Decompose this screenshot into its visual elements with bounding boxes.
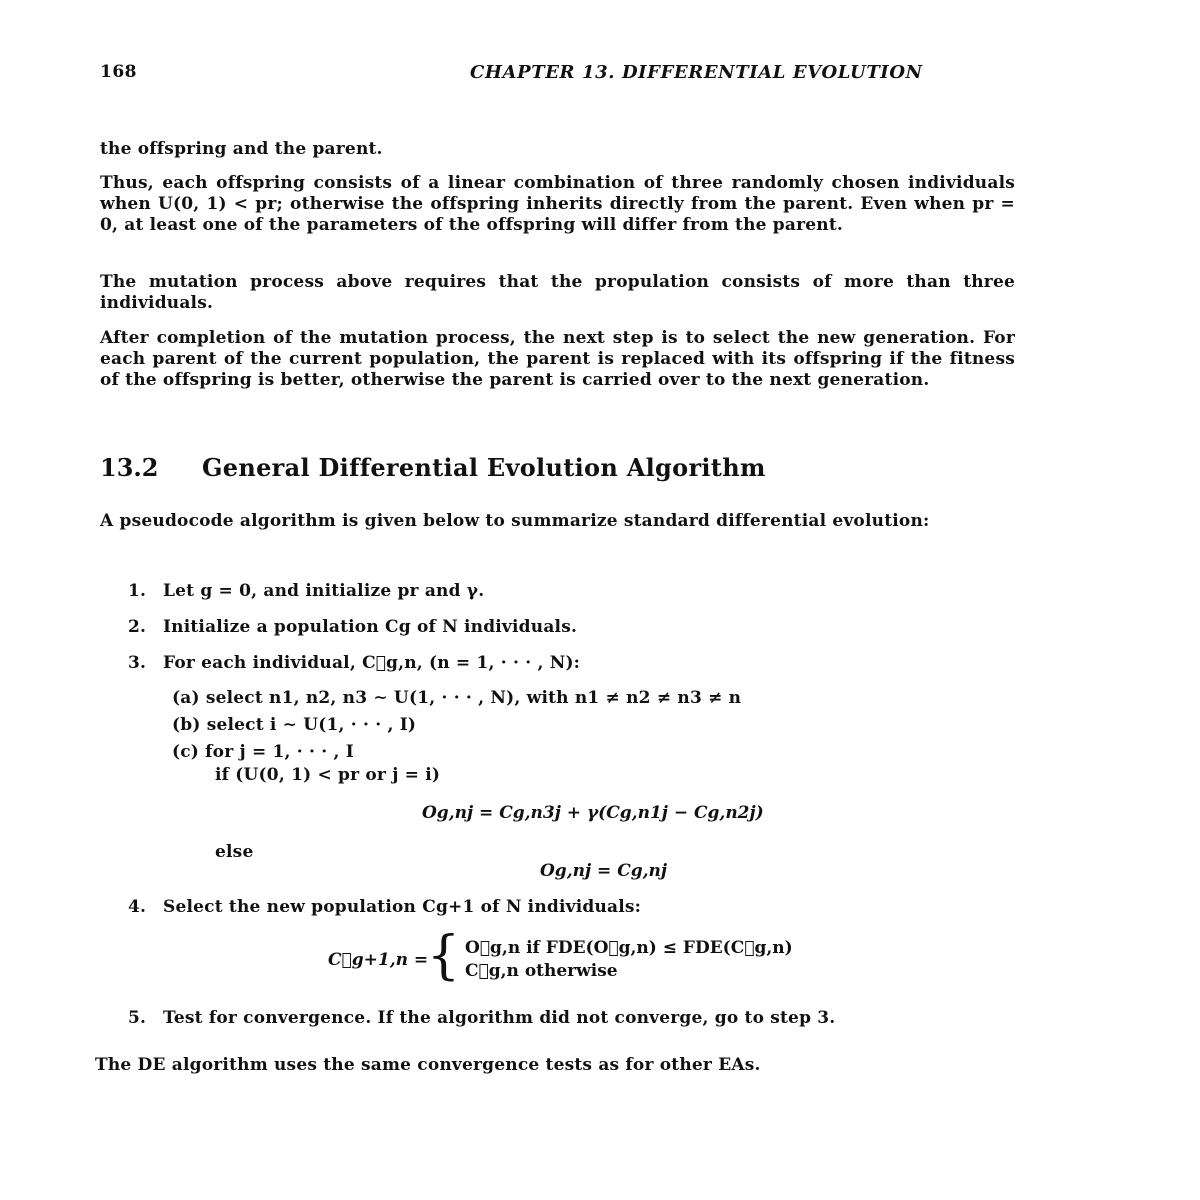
step-number: 5. <box>128 1008 147 1028</box>
step-text: Let g = 0, and initialize pr and γ. <box>163 581 485 601</box>
page-number: 168 <box>100 62 137 82</box>
step-2 <box>128 617 577 637</box>
selection-case-2: C⃗g,n otherwise <box>465 961 618 981</box>
section-title: General Differential Evolution Algorithm <box>202 453 766 482</box>
step-5 <box>128 1008 835 1028</box>
cases-brace: { <box>427 926 461 986</box>
running-title: CHAPTER 13. DIFFERENTIAL EVOLUTION <box>470 62 923 83</box>
paragraph: After completion of the mutation process, the next step is to select the new generation. For each parent of the current population, the parent is replaced with its offspring if the fitness of the offspring is better, otherwise the parent is carried over to the next generation. <box>100 328 1015 390</box>
equation-crossover: Og,nj = Cg,n3j + γ(Cg,n1j − Cg,n2j) <box>422 803 764 823</box>
step-text: Initialize a population Cg of N individuals. <box>163 617 578 637</box>
selection-lhs: C⃗g+1,n = <box>328 950 429 970</box>
substep-b: (b) select i ∼ U(1, · · · , I) <box>172 715 417 735</box>
step-number: 4. <box>128 897 147 917</box>
paragraph: the offspring and the parent. <box>100 139 383 159</box>
paragraph: Thus, each offspring consists of a linear combination of three randomly chosen individuals when U(0, 1) < pr; otherwise the offspring inherits directly from the parent. Even when pr = 0, at least one of the parameters of the offspring will differ from the parent. <box>100 173 1015 235</box>
substep-a: (a) select n1, n2, n3 ∼ U(1, · · · , N), with n1 ≠ n2 ≠ n3 ≠ n <box>172 688 742 708</box>
intro-paragraph: A pseudocode algorithm is given below to summarize standard differential evolution: <box>100 511 930 531</box>
step-text: Select the new population Cg+1 of N individuals: <box>163 897 642 917</box>
section-number: 13.2 <box>100 453 159 482</box>
paragraph: The mutation process above requires that the propulation consists of more than three individuals. <box>100 272 1015 313</box>
closing-paragraph: The DE algorithm uses the same convergence tests as for other EAs. <box>95 1055 761 1075</box>
equation-inherit: Og,nj = Cg,nj <box>540 861 668 881</box>
step-3 <box>128 653 580 673</box>
step-4 <box>128 897 641 917</box>
step-number: 3. <box>128 653 147 673</box>
step-text: For each individual, C⃗g,n, (n = 1, · · · , N): <box>163 653 581 673</box>
step-number: 2. <box>128 617 147 637</box>
substep-c-if: if (U(0, 1) < pr or j = i) <box>215 765 441 785</box>
step-number: 1. <box>128 581 147 601</box>
selection-case-1: O⃗g,n if FDE(O⃗g,n) ≤ FDE(C⃗g,n) <box>465 938 793 958</box>
step-1 <box>128 581 484 601</box>
substep-c-for: (c) for j = 1, · · · , I <box>172 742 354 762</box>
else-label: else <box>215 842 254 862</box>
step-text: Test for convergence. If the algorithm did not converge, go to step 3. <box>163 1008 836 1028</box>
